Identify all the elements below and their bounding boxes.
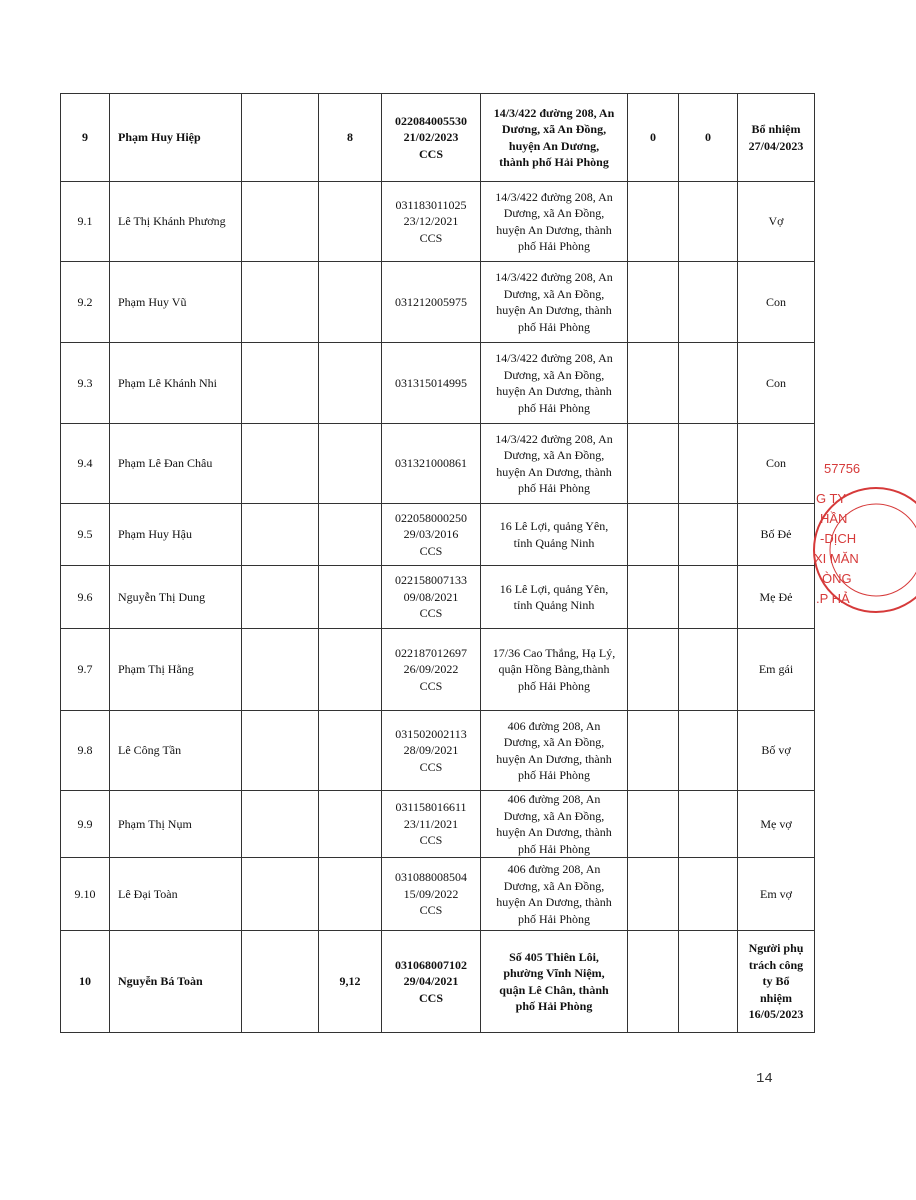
cell-line: 16/05/2023 xyxy=(748,1007,804,1022)
cell-line: 23/11/2021 xyxy=(403,816,459,831)
cell-line: huyện An Dương, thành xyxy=(496,384,612,398)
note-cell xyxy=(738,182,815,262)
ratio-cell xyxy=(679,629,738,711)
cell-line: Dương, xã An Đồng, xyxy=(503,286,605,301)
address-cell xyxy=(481,858,628,931)
id-cell xyxy=(382,711,481,791)
cell-line: Em vợ xyxy=(759,886,792,901)
cell-line: phố Hải Phòng xyxy=(518,481,590,495)
table-row xyxy=(61,504,815,566)
name-cell: Phạm Lê Khánh Nhi xyxy=(110,343,242,424)
ratio-cell xyxy=(679,566,738,629)
table-row xyxy=(61,424,815,504)
shares-cell xyxy=(628,566,679,629)
cell-line: phố Hải Phòng xyxy=(518,768,590,782)
cell-line: CCS xyxy=(419,678,443,693)
page-number: 14 xyxy=(756,1071,773,1087)
cell-line: CCS xyxy=(418,990,443,1005)
cell-line: Bố vợ xyxy=(761,743,791,758)
stt-cell: 9.1 xyxy=(61,182,110,262)
address-cell xyxy=(481,629,628,711)
cell-line: 031158016611 xyxy=(395,800,467,815)
id-cell xyxy=(382,182,481,262)
stamp-text: 57756 xyxy=(824,461,861,476)
address-cell xyxy=(481,94,628,182)
cell-line: ty Bổ xyxy=(762,974,790,989)
cell-line: Con xyxy=(765,294,786,309)
note-cell xyxy=(738,343,815,424)
position-cell xyxy=(242,343,319,424)
note-cell xyxy=(738,711,815,791)
relation-cell xyxy=(319,858,382,931)
cell-line: trách công xyxy=(748,957,804,972)
relation-cell xyxy=(319,262,382,343)
cell-line: CCS xyxy=(419,230,443,245)
id-cell xyxy=(382,791,481,858)
company-seal xyxy=(806,440,916,690)
shares-cell xyxy=(628,182,679,262)
cell-line: Dương, xã An Đồng, xyxy=(503,367,605,382)
note-cell xyxy=(738,791,815,858)
table-row xyxy=(61,262,815,343)
stt-cell: 9.8 xyxy=(61,711,110,791)
position-cell xyxy=(242,504,319,566)
cell-line: 29/04/2021 xyxy=(403,974,459,989)
cell-line: Số 405 Thiên Lôi, xyxy=(509,949,599,964)
name-cell: Lê Thị Khánh Phương xyxy=(110,182,242,262)
note-cell xyxy=(738,858,815,931)
cell-line: 031088008504 xyxy=(395,870,467,885)
cell-line: 031183011025 xyxy=(395,197,467,212)
stt-cell: 9.10 xyxy=(61,858,110,931)
cell-line: CCS xyxy=(419,759,443,774)
cell-line: 022187012697 xyxy=(395,645,467,660)
relation-cell xyxy=(319,182,382,262)
cell-line: Bố Đẻ xyxy=(760,527,792,542)
stt-cell: 9.4 xyxy=(61,424,110,504)
cell-line: 14/3/422 đường 208, An xyxy=(493,105,615,120)
stt-cell: 9 xyxy=(61,94,110,182)
cell-line: Con xyxy=(765,375,786,390)
cell-line: Vợ xyxy=(768,214,784,229)
cell-line: Người phụ xyxy=(748,941,804,956)
cell-line: huyện An Dương, thành xyxy=(496,464,612,479)
cell-line: Dương, xã An Đồng, xyxy=(503,735,605,749)
cell-line: 406 đường 208, An xyxy=(507,792,601,806)
cell-line: 21/02/2023 xyxy=(403,130,459,145)
id-cell xyxy=(382,858,481,931)
shares-cell: 0 xyxy=(628,94,679,182)
cell-line: 031212005975 xyxy=(395,294,467,309)
name-cell: Phạm Lê Đan Châu xyxy=(110,424,242,504)
shares-cell xyxy=(628,424,679,504)
cell-line: phố Hải Phòng xyxy=(518,239,590,253)
relation-cell xyxy=(319,791,382,858)
table-row xyxy=(61,343,815,424)
name-cell: Nguyễn Thị Dung xyxy=(110,566,242,629)
position-cell xyxy=(242,424,319,504)
ratio-cell xyxy=(679,858,738,931)
cell-line: phố Hải Phòng xyxy=(515,999,593,1013)
cell-line: tỉnh Quảng Ninh xyxy=(513,598,595,612)
cell-line: phố Hải Phòng xyxy=(518,841,590,856)
shares-cell xyxy=(628,711,679,791)
stt-cell: 9.5 xyxy=(61,504,110,566)
cell-line: phố Hải Phòng xyxy=(518,911,590,926)
cell-line: huyện An Dương, thành xyxy=(496,895,612,909)
cell-line: tỉnh Quảng Ninh xyxy=(513,535,595,550)
shares-cell xyxy=(628,858,679,931)
id-cell xyxy=(382,931,481,1033)
cell-line: 406 đường 208, An xyxy=(507,862,601,876)
note-cell xyxy=(738,931,815,1033)
ratio-cell xyxy=(679,711,738,791)
ratio-cell xyxy=(679,931,738,1033)
cell-line: Mẹ vợ xyxy=(760,816,792,831)
name-cell: Lê Công Tần xyxy=(110,711,242,791)
cell-line: huyện An Dương, thành xyxy=(496,303,612,317)
cell-line: 031315014995 xyxy=(395,375,467,390)
table-row xyxy=(61,566,815,629)
stt-cell: 9.6 xyxy=(61,566,110,629)
table-row xyxy=(61,791,815,858)
table-row xyxy=(61,629,815,711)
ratio-cell xyxy=(679,791,738,858)
position-cell xyxy=(242,629,319,711)
stamp-text: G TY xyxy=(816,491,847,506)
stamp-text: -DỊCH xyxy=(820,531,857,546)
shares-cell xyxy=(628,791,679,858)
cell-line: quận Hồng Bàng,thành xyxy=(498,662,610,677)
relation-cell xyxy=(319,566,382,629)
cell-line: 15/09/2022 xyxy=(403,886,459,901)
relatives-table xyxy=(60,93,815,1033)
relation-cell xyxy=(319,711,382,791)
ratio-cell xyxy=(679,504,738,566)
stt-cell: 9.3 xyxy=(61,343,110,424)
cell-line: 14/3/422 đường 208, An xyxy=(495,189,613,204)
cell-line: thành phố Hải Phòng xyxy=(499,155,609,169)
cell-line: phường Vĩnh Niệm, xyxy=(503,966,605,980)
address-cell xyxy=(481,931,628,1033)
cell-line: 406 đường 208, An xyxy=(507,718,601,733)
cell-line: 14/3/422 đường 208, An xyxy=(495,351,613,365)
id-cell xyxy=(382,262,481,343)
cell-line: 14/3/422 đường 208, An xyxy=(495,270,613,284)
cell-line: 26/09/2022 xyxy=(403,662,459,677)
position-cell xyxy=(242,262,319,343)
relation-cell xyxy=(319,424,382,504)
cell-line: Mẹ Đẻ xyxy=(759,589,793,604)
relation-cell: 8 xyxy=(319,94,382,182)
name-cell: Phạm Thị Nụm xyxy=(110,791,242,858)
address-cell xyxy=(481,182,628,262)
cell-line: 09/08/2021 xyxy=(403,589,459,604)
relation-cell xyxy=(319,629,382,711)
position-cell xyxy=(242,566,319,629)
position-cell xyxy=(242,931,319,1033)
shares-cell xyxy=(628,343,679,424)
cell-line: 031068007102 xyxy=(395,957,467,972)
address-cell xyxy=(481,504,628,566)
cell-line: quận Lê Chân, thành xyxy=(499,982,609,997)
cell-line: phố Hải Phòng xyxy=(518,400,590,415)
cell-line: huyện An Dương, thành xyxy=(496,751,612,766)
cell-line: Dương, xã An Đồng, xyxy=(501,122,607,136)
cell-line: 14/3/422 đường 208, An xyxy=(495,431,613,446)
ratio-cell xyxy=(679,182,738,262)
position-cell xyxy=(242,711,319,791)
ratio-cell: 0 xyxy=(679,94,738,182)
note-cell xyxy=(738,504,815,566)
cell-line: huyện An Dương, thành xyxy=(496,825,612,839)
address-cell xyxy=(481,791,628,858)
relation-cell: 9,12 xyxy=(319,931,382,1033)
shares-cell xyxy=(628,504,679,566)
address-cell xyxy=(481,424,628,504)
cell-line: Dương, xã An Đồng, xyxy=(503,808,605,823)
cell-line: CCS xyxy=(419,903,443,918)
name-cell: Phạm Huy Vũ xyxy=(110,262,242,343)
cell-line: 29/03/2016 xyxy=(403,527,459,542)
id-cell xyxy=(382,566,481,629)
cell-line: 17/36 Cao Thắng, Hạ Lý, xyxy=(492,645,616,660)
stt-cell: 9.2 xyxy=(61,262,110,343)
table-row xyxy=(61,711,815,791)
id-cell xyxy=(382,424,481,504)
stamp-text: .P HẢ xyxy=(816,591,850,606)
cell-line: 23/12/2021 xyxy=(403,214,459,229)
cell-line: 27/04/2023 xyxy=(748,138,804,153)
name-cell: Phạm Huy Hiệp xyxy=(110,94,242,182)
table-row xyxy=(61,931,815,1033)
note-cell xyxy=(738,566,815,629)
position-cell xyxy=(242,858,319,931)
ratio-cell xyxy=(679,343,738,424)
cell-line: phố Hải Phòng xyxy=(518,678,590,693)
stt-cell: 10 xyxy=(61,931,110,1033)
position-cell xyxy=(242,182,319,262)
note-cell xyxy=(738,262,815,343)
cell-line: 16 Lê Lợi, quảng Yên, xyxy=(499,581,609,596)
shares-cell xyxy=(628,931,679,1033)
address-cell xyxy=(481,343,628,424)
id-cell xyxy=(382,94,481,182)
address-cell xyxy=(481,566,628,629)
cell-line: CCS xyxy=(419,543,443,558)
cell-line: CCS xyxy=(419,833,443,848)
cell-line: 16 Lê Lợi, quảng Yên, xyxy=(499,519,609,533)
cell-line: Dương, xã An Đồng, xyxy=(503,448,605,462)
cell-line: 022158007133 xyxy=(395,573,467,588)
cell-line: huyện An Dương, thành xyxy=(496,222,612,237)
name-cell: Phạm Huy Hậu xyxy=(110,504,242,566)
cell-line: Em gái xyxy=(758,662,794,677)
ratio-cell xyxy=(679,424,738,504)
cell-line: CCS xyxy=(418,146,443,161)
stt-cell: 9.9 xyxy=(61,791,110,858)
cell-line: 031502002113 xyxy=(395,726,467,741)
name-cell: Lê Đại Toàn xyxy=(110,858,242,931)
cell-line: huyện An Dương, xyxy=(508,138,600,153)
ratio-cell xyxy=(679,262,738,343)
cell-line: Bổ nhiệm xyxy=(751,122,801,136)
name-cell: Phạm Thị Hằng xyxy=(110,629,242,711)
address-cell xyxy=(481,711,628,791)
stamp-text: ÒNG xyxy=(822,571,852,586)
cell-line: Dương, xã An Đồng, xyxy=(503,206,605,220)
position-cell xyxy=(242,94,319,182)
relation-cell xyxy=(319,504,382,566)
note-cell xyxy=(738,94,815,182)
cell-line: Dương, xã An Đồng, xyxy=(503,878,605,893)
cell-line: 022084005530 xyxy=(395,113,467,128)
stamp-text: HẦN xyxy=(820,511,848,526)
id-cell xyxy=(382,504,481,566)
cell-line: 28/09/2021 xyxy=(403,743,459,758)
id-cell xyxy=(382,343,481,424)
shares-cell xyxy=(628,629,679,711)
stt-cell: 9.7 xyxy=(61,629,110,711)
cell-line: 031321000861 xyxy=(395,456,467,471)
relation-cell xyxy=(319,343,382,424)
cell-line: phố Hải Phòng xyxy=(518,319,590,334)
id-cell xyxy=(382,629,481,711)
note-cell xyxy=(738,629,815,711)
cell-line: 022058000250 xyxy=(395,510,467,525)
cell-line: CCS xyxy=(419,606,443,621)
stamp-text: XI MĂN xyxy=(814,551,859,566)
table-row xyxy=(61,94,815,182)
cell-line: nhiệm xyxy=(759,990,792,1005)
table-row xyxy=(61,858,815,931)
shares-cell xyxy=(628,262,679,343)
address-cell xyxy=(481,262,628,343)
note-cell xyxy=(738,424,815,504)
cell-line: Con xyxy=(765,456,786,471)
name-cell: Nguyễn Bá Toàn xyxy=(110,931,242,1033)
table-row xyxy=(61,182,815,262)
position-cell xyxy=(242,791,319,858)
